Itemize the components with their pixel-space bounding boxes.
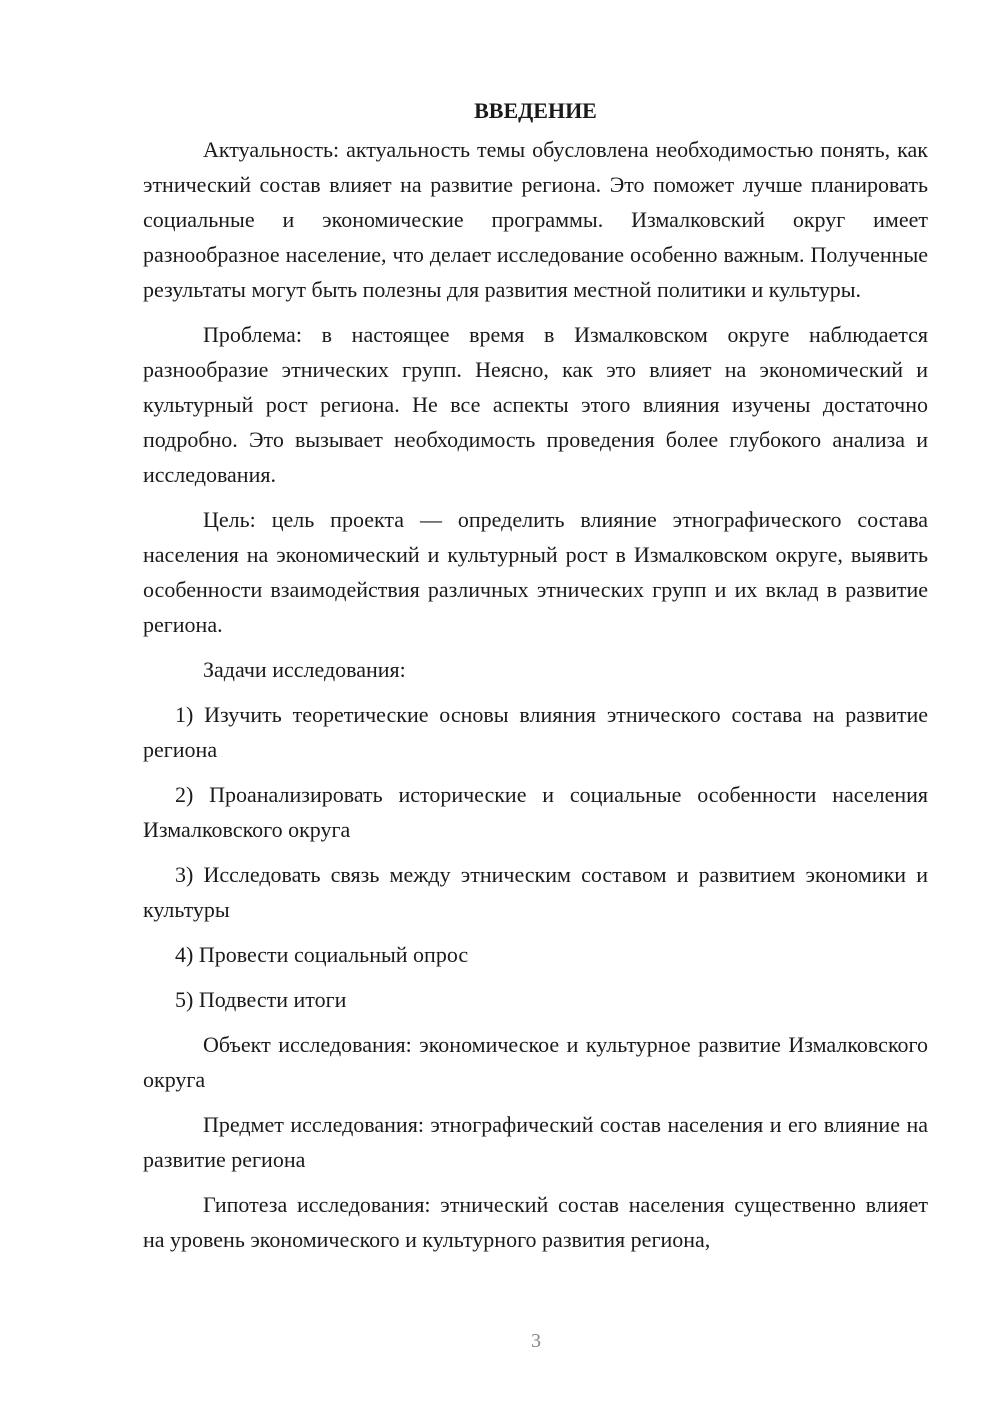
task-item-1: 1) Изучить теоретические основы влияния этнического состава на развитие региона <box>143 702 928 762</box>
paragraph-relevance: Актуальность: актуальность темы обусловлена необходимостью понять, как этнический состав влияет на развитие региона. Это поможет лучше планировать социальные и экономические программы. Измалковский округ имеет разнообразное население, что делает исследование особенно важным. Полученные результаты могут быть полезны для развития местной политики и культуры. <box>143 137 928 302</box>
task-item-5: 5) Подвести итоги <box>175 987 347 1012</box>
page-content <box>143 92 928 1267</box>
task-item-4: 4) Провести социальный опрос <box>175 942 469 967</box>
paragraph-object: Объект исследования: экономическое и культурное развитие Измалковского округа <box>143 1032 928 1092</box>
task-item-2: 2) Проанализировать исторические и социальные особенности населения Измалковского округа <box>143 782 928 842</box>
task-item-3: 3) Исследовать связь между этническим составом и развитием экономики и культуры <box>143 862 928 922</box>
page-number: 3 <box>531 1330 541 1352</box>
section-title: ВВЕДЕНИЕ <box>474 98 597 123</box>
paragraph-hypothesis: Гипотеза исследования: этнический состав населения существенно влияет на уровень экономического и культурного развития региона, <box>143 1192 928 1252</box>
paragraph-problem: Проблема: в настоящее время в Измалковском округе наблюдается разнообразие этнических групп. Неясно, как это влияет на экономический и культурный рост региона. Не все аспекты этого влияния изучены достаточно подробно. Это вызывает необходимость проведения более глубокого анализа и исследования. <box>143 322 928 487</box>
tasks-heading: Задачи исследования: <box>203 657 406 682</box>
paragraph-subject: Предмет исследования: этнографический состав населения и его влияние на развитие региона <box>143 1112 928 1172</box>
paragraph-goal: Цель: цель проекта — определить влияние этнографического состава населения на экономический и культурный рост в Измалковском округе, выявить особенности взаимодействия различных этнических групп и их вклад в развитие региона. <box>143 507 928 637</box>
